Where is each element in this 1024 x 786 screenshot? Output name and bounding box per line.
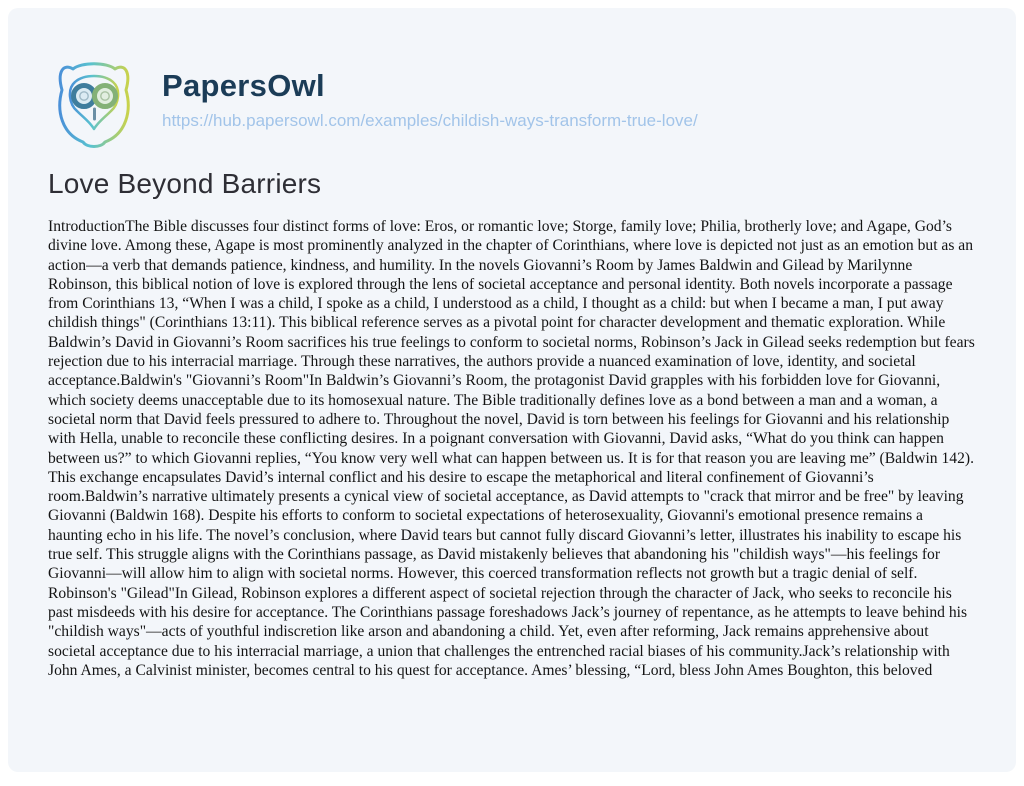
- brand-block: [162, 56, 698, 131]
- essay-title: Love Beyond Barriers: [48, 168, 322, 199]
- papersowl-owl-icon: [48, 56, 140, 150]
- source-url-link[interactable]: https://hub.papersowl.com/examples/childish-ways-transform-true-love/: [162, 111, 698, 130]
- content-card: [8, 8, 1016, 772]
- essay-body-text: IntroductionThe Bible discusses four distinct forms of love: Eros, or romantic love; Storge, family love; Philia, brotherly love; and Agape, God’s divine love. Among these, Agape is most prominently analyzed in the chapter of Corinthians, where love is depicted not just as an emotion but as an action—a verb that demands patience, kindness, and humility. In the novels Giovanni’s Room by James Baldwin and Gilead by Marilynne Robinson, this biblical notion of love is explored through the lens of societal acceptance and personal identity. Both novels incorporate a passage from Corinthians 13, “When I was a child, I spoke as a child, I understood as a child, I thought as a child: but when I became a man, I put away childish things" (Corinthians 13:11). This biblical reference serves as a pivotal point for character development and thematic exploration. While Baldwin’s David in Giovanni’s Room sacrifices his true feelings to conform to societal norms, Robinson’s Jack in Gilead seeks redemption but fears rejection due to his interracial marriage. Through these narratives, the authors provide a nuanced examination of love, identity, and societal acceptance.Baldwin's "Giovanni’s Room"In Baldwin’s Giovanni’s Room, the protagonist David grapples with his forbidden love for Giovanni, which society deems unacceptable due to its homosexual nature. The Bible traditionally defines love as a bond between a man and a woman, a societal norm that David feels pressured to adhere to. Throughout the novel, David is torn between his feelings for Giovanni and his relationship with Hella, unable to reconcile these conflicting desires. In a poignant conversation with Giovanni, David asks, “What do you think can happen between us?” to which Giovanni replies, “You know very well what can happen between us. It is for that reason you are leaving me” (Baldwin 142). This exchange encapsulates David’s internal conflict and his desire to escape the metaphorical and literal confinement of Giovanni’s room.Baldwin’s narrative ultimately presents a cynical view of societal acceptance, as David attempts to "crack that mirror and be free" by leaving Giovanni (Baldwin 168). Despite his efforts to conform to societal expectations of heterosexuality, Giovanni's emotional presence remains a haunting echo in his life. The novel’s conclusion, where David tears but cannot fully discard Giovanni’s letter, illustrates his inability to escape his true self. This struggle aligns with the Corinthians passage, as David mistakenly believes that abandoning his "childish ways"—his feelings for Giovanni—will allow him to align with societal norms. However, this coerced transformation reflects not growth but a tragic denial of self. Robinson's "Gilead"In Gilead, Robinson explores a different aspect of societal rejection through the character of Jack, who seeks to reconcile his past misdeeds with his desire for acceptance. The Corinthians passage foreshadows Jack’s journey of repentance, as he attempts to leave behind his "childish ways"—acts of youthful indiscretion like arson and abandoning a child. Yet, even after reforming, Jack remains apprehensive about societal acceptance due to his interracial marriage, a union that challenges the entrenched racial biases of his community.Jack’s relationship with John Ames, a Calvinist minister, becomes central to his quest for acceptance. Ames’ blessing, “Lord, bless John Ames Boughton, this beloved: [48, 218, 975, 679]
- brand-name: PapersOwl: [162, 68, 325, 103]
- site-header: [48, 56, 698, 150]
